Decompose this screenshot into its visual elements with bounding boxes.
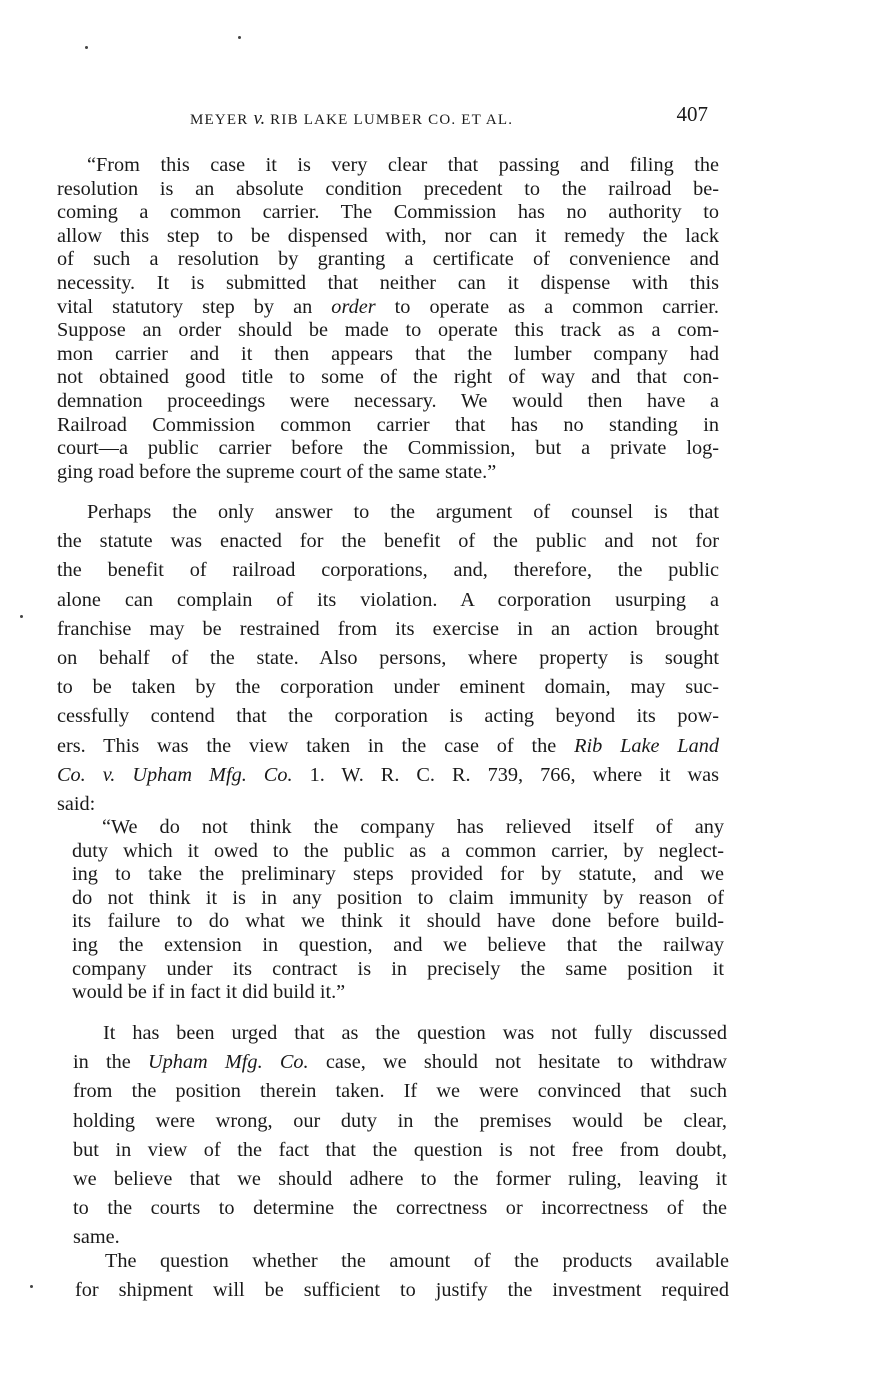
text-line: to be taken by the corporation under eminent domain, may suc- [57, 676, 719, 699]
text-line: allow this step to be dispensed with, nor can it remedy the lack [57, 224, 719, 247]
text-line: franchise may be restrained from its exercise in an action brought [57, 617, 719, 640]
text-line: would be if in fact it did build it.” [72, 981, 346, 1004]
text-line: alone can complain of its violation. A corporation usurping a [57, 588, 719, 611]
scan-speck [85, 46, 88, 49]
text-line: said: [57, 793, 96, 816]
text-line: resolution is an absolute condition precedent to the railroad be- [57, 177, 719, 200]
text-line: cessfully contend that the corporation is acting beyond its pow- [57, 705, 719, 728]
text-line: ging road before the supreme court of the same state.” [57, 460, 497, 483]
text-line: court—a public carrier before the Commission, but a private log- [57, 437, 719, 460]
text-line: its failure to do what we think it should have done before build- [72, 910, 724, 933]
body-paragraph [73, 1019, 727, 1253]
text-line: ing the extension in question, and we believe that the railway [72, 933, 724, 956]
text-line: Perhaps the only answer to the argument of counsel is that [87, 501, 719, 523]
text-line: we believe that we should adhere to the former ruling, leaving it [73, 1168, 727, 1191]
text-line: The question whether the amount of the products available [105, 1250, 729, 1272]
text-line: of such a resolution by granting a certificate of convenience and [57, 248, 719, 271]
text-line: do not think it is in any position to claim immunity by reason of [72, 886, 724, 909]
scan-speck [238, 36, 241, 39]
body-paragraph [75, 1247, 729, 1305]
text-line: holding were wrong, our duty in the premises would be clear, [73, 1109, 727, 1132]
running-head [60, 104, 730, 134]
text-line: Co. v. Upham Mfg. Co. 1. W. R. C. R. 739, 766, where it was [57, 763, 720, 786]
quotation-block [72, 816, 724, 1005]
text-line: necessity. It is submitted that neither can it dispense with this [57, 271, 719, 294]
running-title: MEYER v. RIB LAKE LUMBER CO. ET AL. [190, 108, 514, 129]
text-line: coming a common carrier. The Commission has no authority to [57, 201, 719, 224]
text-line: same. [73, 1226, 120, 1249]
text-line: demnation proceedings were necessary. We would then have a [57, 389, 719, 412]
text-line: duty which it owed to the public as a common carrier, by neglect- [72, 839, 724, 862]
text-line: in the Upham Mfg. Co. case, we should not hesitate to withdraw [73, 1051, 728, 1074]
text-line: mon carrier and it then appears that the lumber company had [57, 342, 719, 365]
text-line: but in view of the fact that the question is not free from doubt, [73, 1138, 727, 1161]
text-line: the benefit of railroad corporations, and, therefore, the public [57, 559, 719, 582]
text-line: for shipment will be sufficient to justify the investment required [75, 1279, 729, 1302]
text-line: company under its contract is in precisely the same position it [72, 957, 724, 980]
scan-speck [20, 615, 23, 618]
text-line: “From this case it is very clear that passing and filing the [87, 154, 719, 176]
page-number: 407 [676, 102, 708, 126]
scan-speck [30, 1285, 33, 1288]
text-line: the statute was enacted for the benefit of the public and not for [57, 530, 719, 553]
text-line: Suppose an order should be made to operate this track as a com- [57, 319, 719, 342]
text-line: vital statutory step by an order to operate as a common carrier. [57, 295, 719, 318]
text-line: not obtained good title to some of the right of way and that con- [57, 366, 719, 389]
body-paragraph [57, 498, 719, 819]
text-line: Railroad Commission common carrier that has no standing in [57, 413, 719, 436]
quotation-block [57, 154, 719, 484]
text-line: “We do not think the company has relieved itself of any [102, 816, 724, 838]
text-line: ing to take the preliminary steps provided for by statute, and we [72, 863, 724, 886]
text-line: It has been urged that as the question was not fully discussed [103, 1022, 727, 1044]
text-line: ers. This was the view taken in the case of the Rib Lake Land [57, 734, 719, 757]
text-line: on behalf of the state. Also persons, where property is sought [57, 647, 719, 670]
text-line: to the courts to determine the correctness or incorrectness of the [73, 1197, 727, 1220]
text-line: from the position therein taken. If we were convinced that such [73, 1080, 727, 1103]
